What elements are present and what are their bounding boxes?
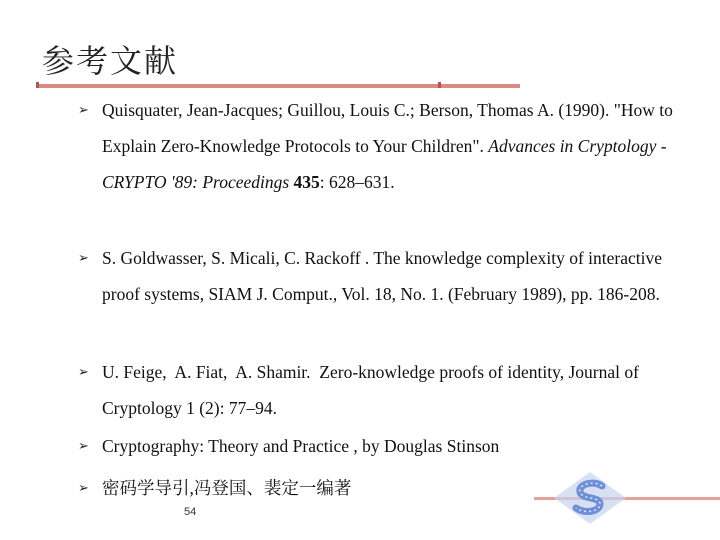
university-logo-icon (552, 470, 628, 526)
reference-segment: Quisquater, Jean-Jacques; Guillou, Louis C.; Berson, Thomas A. (1990). "How to Explain Zero-Knowledge Protocols to Your Children". (102, 100, 678, 156)
reference-text (102, 428, 682, 464)
bullet-arrow-icon: ➢ (78, 480, 89, 495)
reference-segment: Advances in Cryptology - CRYPTO '89: Proceedings (102, 136, 671, 192)
bullet-arrow-icon: ➢ (78, 102, 89, 117)
bullet-arrow-icon: ➢ (78, 250, 89, 265)
reference-segment: Cryptography: Theory and Practice , by Douglas Stinson (102, 436, 500, 456)
bullet-arrow-icon: ➢ (78, 364, 89, 379)
reference-segment: 435 (293, 172, 320, 192)
footer-rule (638, 497, 720, 500)
bullet-arrow-icon: ➢ (78, 438, 89, 453)
slide-title: 参考文献 (42, 42, 179, 80)
reference-segment: S. Goldwasser, S. Micali, C. Rackoff . The knowledge complexity of interactive proof systems, SIAM J. Comput., Vol. 18, No. 1. (February 1989), pp. 186-208. (102, 248, 667, 304)
reference-segment: : 628–631. (319, 172, 395, 192)
reference-text (102, 354, 682, 426)
title-underline-tick (438, 82, 441, 88)
reference-text (102, 240, 682, 312)
title-underline-tick (36, 82, 39, 88)
reference-text (102, 92, 682, 200)
reference-segment: 密码学导引,冯登国、裴定一编著 (102, 478, 352, 498)
reference-segment: U. Feige, A. Fiat, A. Shamir. Zero-knowledge proofs of identity, Journal of Cryptology 1 (2): 77–94. (102, 362, 644, 418)
title-underline (38, 84, 520, 88)
page-number: 54 (184, 506, 197, 518)
